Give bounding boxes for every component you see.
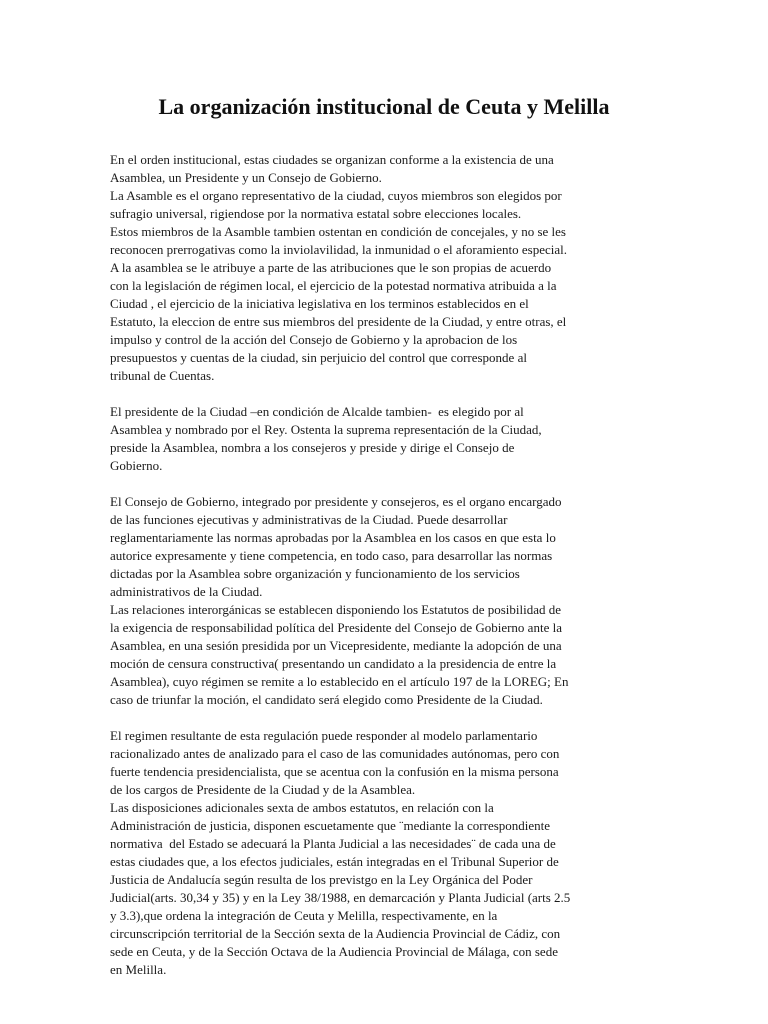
paragraph-spacer xyxy=(110,709,662,727)
paragraph-presidente: El presidente de la Ciudad –en condición de Alcalde tambien- es elegido por al Asamblea y nombrado por el Rey. Ostenta la suprema representación de la Ciudad, preside la Asamblea, nombra a los consejeros y preside y dirige el Consejo de Gobierno. xyxy=(110,404,542,473)
paragraph-relaciones-interorganicas: Las relaciones interorgánicas se establecen disponiendo los Estatutos de posibilidad de la exigencia de responsabilidad política del Presidente del Consejo de Gobierno ante la Asamblea, en una sesión presidida por un Vicepresidente, mediante la adopción de una moción de censura constructiva( presentando un candidato a la presidencia de entre la Asamblea), cuyo régimen se remite a lo establecido en el artículo 197 de la LOREG; En caso de triunfar la moción, el candidato será elegido como Presidente de la Ciudad. xyxy=(110,602,569,707)
paragraph-miembros-asamblea: Estos miembros de la Asamble tambien ostentan en condición de concejales, y no se les reconocen prerrogativas como la inviolavilidad, la inmunidad o el aforamiento especial. xyxy=(110,224,567,257)
paragraph-asamblea-organo: La Asamble es el organo representativo de la ciudad, cuyos miembros son elegidos por sufragio universal, rigiendose por la normativa estatal sobre elecciones locales. xyxy=(110,188,562,221)
paragraph-regimen-resultante: El regimen resultante de esta regulación puede responder al modelo parlamentario racionalizado antes de analizado para el caso de las comunidades autónomas, pero con fuerte tendencia presidencialista, que se acentua con la confusión en la misma persona de los cargos de Presidente de la Ciudad y de la Asamblea. xyxy=(110,728,560,797)
document-body xyxy=(110,151,662,979)
paragraph-disposiciones-adicionales: Las disposiciones adicionales sexta de ambos estatutos, en relación con la Administración de justicia, disponen escuetamente que ¨mediante la correspondiente normativa del Estado se adecuará la Planta Judicial a las necesidades¨ de cada una de estas ciudades que, a los efectos judiciales, están integradas en el Tribunal Superior de Justicia de Andalucía según resulta de los previstgo en la Ley Orgánica del Poder Judicial(arts. 30,34 y 35) y en la Ley 38/1988, en demarcación y Planta Judicial (arts 2.5 y 3.3),que ordena la integración de Ceuta y Melilla, respectivamente, en la circunscripción territorial de la Sección sexta de la Audiencia Provincial de Cádiz, con sede en Ceuta, y de la Sección Octava de la Audiencia Provincial de Málaga, con sede en Melilla. xyxy=(110,800,571,977)
paragraph-spacer xyxy=(110,385,662,403)
paragraph-orden-institucional: En el orden institucional, estas ciudades se organizan conforme a la existencia de una Asamblea, un Presidente y un Consejo de Gobierno. xyxy=(110,152,554,185)
paragraph-spacer xyxy=(110,475,662,493)
paragraph-consejo-gobierno: El Consejo de Gobierno, integrado por presidente y consejeros, es el organo encargado de las funciones ejecutivas y administrativas de la Ciudad. Puede desarrollar reglamentariamente las normas aprobadas por la Asamblea en los casos en que esta lo autorice expresamente y tiene competencia, en todo caso, para desarrollar las normas dictadas por la Asamblea sobre organización y funcionamiento de los servicios administrativos de la Ciudad. xyxy=(110,494,562,599)
paragraph-atribuciones-asamblea: A la asamblea se le atribuye a parte de las atribuciones que le son propias de acuerdo con la legislación de régimen local, el ejercicio de la potestad normativa atribuida a la Ciudad , el ejercicio de la iniciativa legislativa en los terminos establecidos en el Estatuto, la eleccion de entre sus miembros del presidente de la Ciudad, y entre otras, el impulso y control de la acción del Consejo de Gobierno y la aprobacion de los presupuestos y cuentas de la ciudad, sin perjuicio del control que corresponde al tribunal de Cuentas. xyxy=(110,260,567,383)
document-title: La organización institucional de Ceuta y Melilla xyxy=(158,94,610,119)
